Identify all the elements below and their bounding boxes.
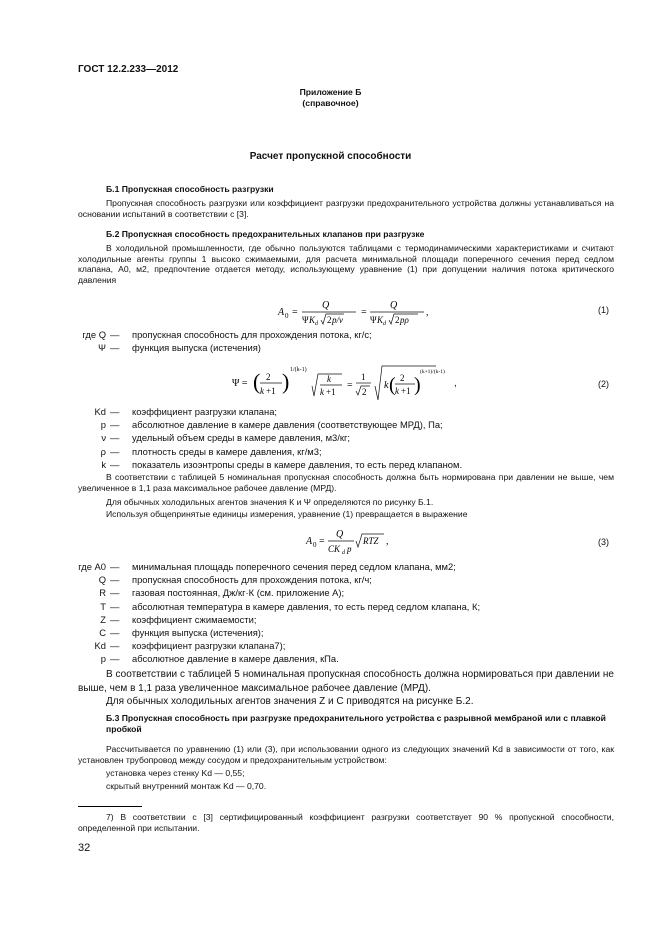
- definition-symbol: Kd: [94, 640, 106, 652]
- definition-symbol: T: [100, 600, 106, 612]
- definition-row: [50, 418, 610, 431]
- b3-text: Рассчитывается по уравнению (1) или (3), при использовании одного из следующих значений Kd в зависимости от того, как установлен трубопровод между сосудом и предохранительным устройством:: [78, 744, 614, 765]
- equation-2-graphic: [232, 362, 445, 402]
- footnote-separator: [78, 806, 142, 807]
- svg-text:p/ν: p/ν: [332, 315, 343, 325]
- definition-dash: —: [110, 574, 120, 586]
- definition-text: абсолютное давление в камере давления (соответствующее МРД), Па;: [132, 419, 443, 431]
- definition-text: плотность среды в камере давления, кг/м3;: [132, 445, 322, 457]
- svg-text:A: A: [306, 536, 313, 547]
- svg-text:(: (: [389, 374, 396, 396]
- svg-text:Q: Q: [322, 300, 330, 311]
- definition-dash: —: [110, 329, 120, 340]
- definition-text: коэффициент разгрузки клапана7);: [132, 640, 286, 652]
- definition-dash: —: [110, 600, 120, 612]
- svg-text:2: 2: [395, 315, 400, 325]
- definition-text: газовая постоянная, Дж/кг·К (см. приложение А);: [132, 587, 345, 599]
- svg-text:): ): [414, 374, 421, 396]
- equation-1-graphic: [278, 298, 438, 326]
- definitions-eq1: [50, 328, 610, 354]
- svg-text:p: p: [347, 544, 352, 554]
- definition-text: абсолютная температура в камере давления, то есть перед седлом клапана, К;: [132, 600, 481, 612]
- svg-text:Q: Q: [390, 300, 398, 311]
- svg-text:K: K: [309, 315, 316, 325]
- definition-text: абсолютное давление в камере давления, кПа.: [132, 653, 339, 665]
- definition-text: функция выпуска (истечения);: [132, 627, 264, 639]
- svg-text:2: 2: [400, 373, 405, 383]
- b2-intro: В холодильной промышленности, где обычно пользуются таблицами с термодинамическими характеристиками и считают холодильные агенты группы 1 высоко сжимаемыми, для расчета минимальной площади поперечного сечения перед седлом клапана, A0, м2, предпочтение отдается методу, использующему уравнение (1) при допущении наличия потока критического давления: [78, 243, 614, 285]
- definition-row: [50, 431, 610, 444]
- definition-row: [50, 639, 610, 652]
- definition-row: [50, 458, 610, 471]
- b2-nominal-text: В соответствии с таблицей 5 номинальная пропускная способность должна нормироваться при давлении не выше, чем в 1,1 раза увеличенное максимальное рабочее давление (МРД).: [78, 669, 614, 694]
- svg-text:CK: CK: [328, 544, 341, 554]
- svg-text:2: 2: [327, 315, 332, 325]
- equation-3-graphic: [306, 528, 396, 556]
- definition-symbol: p: [100, 653, 106, 665]
- definition-text: удельный объем среды в камере давления, м3/кг;: [132, 432, 350, 444]
- svg-text:+1: +1: [266, 386, 276, 396]
- definition-row: [50, 328, 610, 341]
- b3-heading: Б.3 Пропускная способность при разгрузке предохранительного устройства с разрывной мембраной или с плавкой пробкой: [106, 713, 606, 734]
- definition-text: пропускная способность для прохождения потока, кг/с;: [132, 329, 372, 340]
- definition-dash: —: [110, 406, 120, 417]
- svg-text:k: k: [320, 387, 324, 397]
- definition-symbol: ν: [101, 432, 106, 444]
- equation-2: [232, 362, 445, 402]
- definition-symbol: Kd: [94, 406, 106, 417]
- svg-text:2: 2: [362, 387, 367, 397]
- svg-text:1: 1: [361, 372, 366, 382]
- definition-symbol: ρ: [100, 445, 106, 457]
- svg-text:k: k: [260, 386, 264, 396]
- svg-text:Q: Q: [336, 529, 344, 540]
- definition-dash: —: [110, 587, 120, 599]
- equation-3-number: (3): [598, 537, 609, 547]
- svg-text:k: k: [395, 386, 399, 396]
- equation-1: [278, 298, 438, 326]
- definition-symbol: где A0: [78, 561, 106, 572]
- svg-text:d: d: [342, 550, 345, 556]
- svg-text:): ): [282, 369, 290, 394]
- b2-zc-text: Для обычных холодильных агентов значения Z и C приводятся на рисунке Б.2.: [106, 696, 474, 707]
- svg-text:RTZ: RTZ: [363, 536, 379, 546]
- definitions-eq2: [50, 405, 610, 471]
- definition-dash: —: [110, 653, 120, 665]
- definition-dash: —: [110, 561, 120, 572]
- definition-symbol: R: [99, 587, 106, 599]
- svg-text:k: k: [327, 374, 331, 384]
- svg-text:+1: +1: [326, 387, 336, 397]
- svg-text:=: =: [347, 380, 353, 391]
- appendix-label: [0, 87, 661, 108]
- svg-text:K: K: [377, 315, 384, 325]
- definition-row: [50, 445, 610, 458]
- definition-row: [50, 405, 610, 418]
- equation-2-number: (2): [598, 379, 609, 389]
- definition-text: коэффициент сжимаемости;: [132, 613, 257, 625]
- definition-symbol: где Q: [82, 329, 106, 340]
- document-header: ГОСТ 12.2.233—2012: [78, 64, 179, 75]
- svg-text:1/(k-1): 1/(k-1): [290, 367, 307, 373]
- svg-text:A: A: [278, 307, 285, 318]
- definition-symbol: C: [99, 627, 106, 639]
- definition-row: [50, 652, 610, 665]
- definition-dash: —: [110, 640, 120, 652]
- svg-text:Ψ: Ψ: [302, 315, 309, 325]
- svg-text:pρ: pρ: [400, 315, 409, 325]
- page-title: Расчет пропускной способности: [249, 151, 412, 162]
- svg-text:2: 2: [266, 372, 271, 382]
- svg-text:0: 0: [313, 541, 317, 549]
- definition-row: [50, 560, 610, 573]
- definition-dash: —: [110, 419, 120, 431]
- definition-row: [50, 341, 610, 354]
- b3-item-hidden: скрытый внутренний монтаж Kd — 0,70.: [106, 781, 267, 791]
- svg-text:d: d: [315, 321, 318, 327]
- svg-text:=: =: [361, 307, 367, 318]
- svg-text:Ψ =: Ψ =: [232, 378, 248, 389]
- equation-2-comma: ,: [454, 378, 457, 389]
- b2-table5-text: В соответствии с таблицей 5 номинальная пропускная способность должна быть нормирована при давлении не выше, чем увеличенное в 1,1 раза максимальное рабочее давление (МРД).: [78, 472, 614, 493]
- definition-symbol: p: [100, 419, 106, 431]
- footnote: 7) В соответствии с [3] сертифицированный коэффициент разгрузки соответствует 90 % пропускной способности, определенной при испытании.: [78, 812, 614, 833]
- svg-text:(k+1)/(k-1): (k+1)/(k-1): [420, 369, 445, 375]
- b2-figure-text: Для обычных холодильных агентов значения К и Ψ определяются по рисунку Б.1.: [106, 497, 434, 507]
- definition-dash: —: [110, 627, 120, 639]
- definition-text: показатель изоэнтропы среды в камере давления, то есть перед клапаном.: [132, 458, 463, 470]
- definition-row: [50, 613, 610, 626]
- appendix-subtitle: (справочное): [302, 97, 359, 108]
- svg-text:=: =: [292, 307, 298, 318]
- b1-heading: Б.1 Пропускная способность разгрузки: [106, 184, 274, 194]
- svg-text:,: ,: [426, 307, 429, 318]
- definition-symbol: k: [101, 458, 106, 470]
- definition-symbol: Ψ: [98, 342, 106, 354]
- definition-text: минимальная площадь поперечного сечения перед седлом клапана, мм2;: [132, 561, 456, 572]
- svg-text:d: d: [383, 321, 386, 327]
- svg-text:0: 0: [285, 312, 289, 320]
- equation-3: [306, 528, 396, 556]
- definition-text: пропускная способность для прохождения потока, кг/ч;: [132, 574, 372, 586]
- definition-symbol: Q: [98, 574, 106, 586]
- definition-text: коэффициент разгрузки клапана;: [132, 406, 278, 417]
- svg-text:+1: +1: [401, 386, 411, 396]
- b3-item-wall: установка через стенку Kd — 0,55;: [106, 768, 245, 778]
- svg-text:(: (: [253, 369, 261, 394]
- b2-heading: Б.2 Пропускная способность предохранительных клапанов при разгрузке: [106, 229, 425, 239]
- b1-text: Пропускная способность разгрузки или коэффициент разгрузки предохранительного устройства должны устанавливаться на основании испытаний в соответствии с [3].: [78, 198, 614, 219]
- definition-row: [50, 573, 610, 586]
- definition-dash: —: [110, 432, 120, 444]
- svg-text:=: =: [319, 536, 325, 547]
- svg-text:Ψ: Ψ: [370, 315, 377, 325]
- appendix-title: Приложение Б: [299, 87, 362, 97]
- definition-dash: —: [110, 613, 120, 625]
- equation-1-number: (1): [598, 305, 609, 315]
- svg-text:k: k: [384, 380, 389, 391]
- definition-dash: —: [110, 342, 120, 354]
- definition-text: функция выпуска (истечения): [132, 342, 261, 354]
- b2-units-text: Используя общепринятые единицы измерения, уравнение (1) превращается в выражение: [106, 509, 468, 519]
- svg-text:,: ,: [386, 536, 389, 547]
- definition-symbol: Z: [100, 613, 106, 625]
- definition-dash: —: [110, 445, 120, 457]
- definition-dash: —: [110, 458, 120, 470]
- page-number: 32: [78, 842, 91, 854]
- definitions-eq3: [50, 560, 610, 666]
- definition-row: [50, 600, 610, 613]
- definition-row: [50, 586, 610, 599]
- definition-row: [50, 626, 610, 639]
